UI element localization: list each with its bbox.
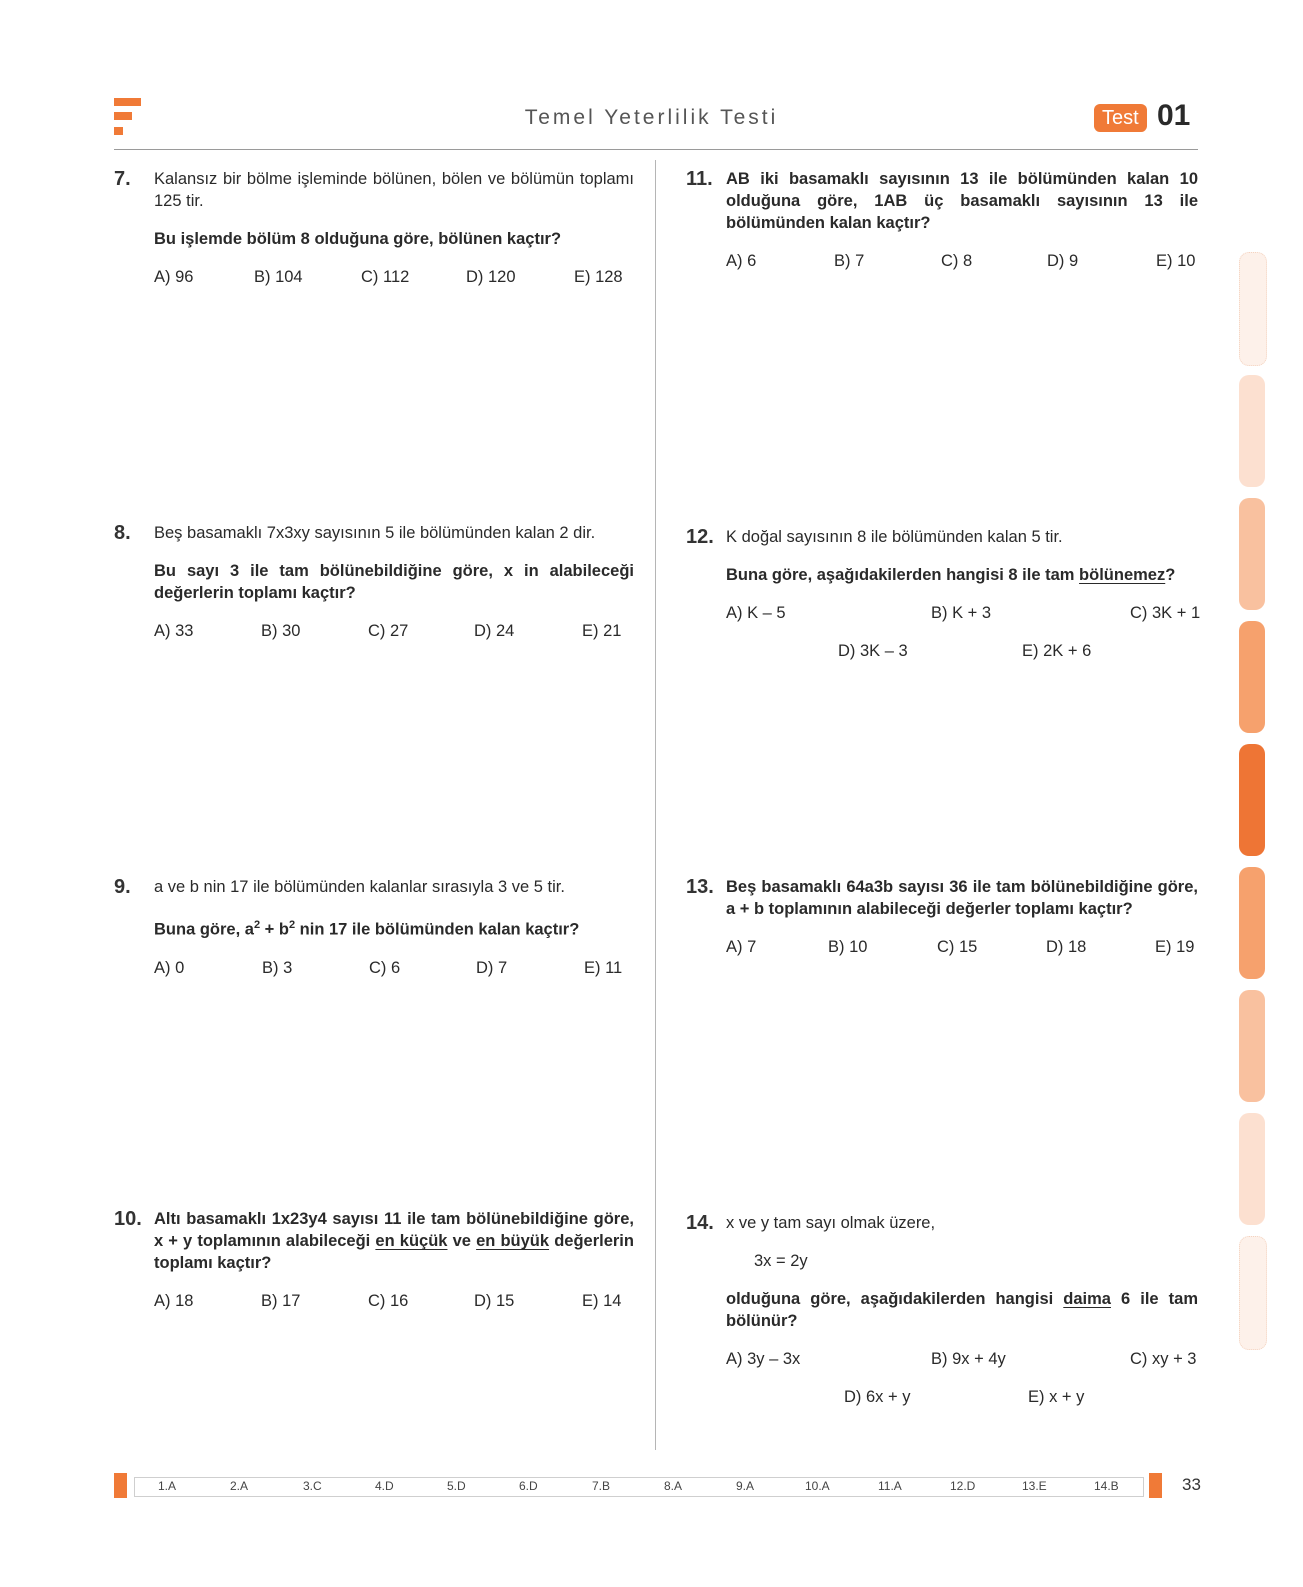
option-c[interactable]: C) xy + 3 xyxy=(1130,1350,1197,1368)
option-b[interactable]: B) 7 xyxy=(834,252,865,270)
question-prompt: Altı basamaklı 1x23y4 sayısı 11 ile tam bölünebildiğine göre, x + y toplamının alabileceği en küçük ve en büyük değerlerin toplamı kaçtır? xyxy=(154,1210,634,1272)
answer-key-item: 5.D xyxy=(447,1479,466,1493)
question-prompt: Bu sayı 3 ile tam bölünebildiğine göre, x in alabileceği değerlerin toplamı kaçtır? xyxy=(154,562,634,602)
option-c[interactable]: C) 15 xyxy=(937,938,978,956)
answer-key-item: 10.A xyxy=(805,1479,830,1493)
answer-key-item: 14.B xyxy=(1094,1479,1119,1493)
option-c[interactable]: C) 8 xyxy=(941,252,973,270)
option-d[interactable]: D) 9 xyxy=(1047,252,1079,270)
answer-key-box xyxy=(134,1477,1144,1497)
side-tab-8 xyxy=(1239,1113,1265,1225)
header-title: Temel Yeterlilik Testi xyxy=(524,106,779,129)
answer-key-item: 8.A xyxy=(664,1479,683,1493)
option-b[interactable]: B) 9x + 4y xyxy=(931,1350,1006,1368)
option-b[interactable]: B) 104 xyxy=(254,268,303,286)
option-a[interactable]: A) 7 xyxy=(726,938,757,956)
question-number: 8. xyxy=(114,522,131,544)
option-d[interactable]: D) 6x + y xyxy=(844,1388,911,1406)
option-e[interactable]: E) 19 xyxy=(1155,938,1195,956)
answer-key-item: 1.A xyxy=(158,1479,177,1493)
question-number: 10. xyxy=(114,1208,142,1230)
answer-key-item: 7.B xyxy=(592,1479,611,1493)
answer-key-item: 13.E xyxy=(1022,1479,1047,1493)
question-number: 7. xyxy=(114,168,131,190)
option-c[interactable]: C) 27 xyxy=(368,622,409,640)
option-c[interactable]: C) 3K + 1 xyxy=(1130,604,1201,622)
column-divider xyxy=(655,160,656,1450)
question-stem: Kalansız bir bölme işleminde bölünen, bölen ve bölümün toplamı 125 tir. xyxy=(154,170,634,210)
answer-key-item: 2.A xyxy=(230,1479,249,1493)
answer-options xyxy=(154,266,634,288)
question-prompt: Beş basamaklı 64a3b sayısı 36 ile tam bölünebildiğine göre, a + b toplamının alabileceği değerler toplamı kaçtır? xyxy=(726,878,1198,918)
answer-key-item: 12.D xyxy=(950,1479,976,1493)
answer-key-item: 4.D xyxy=(375,1479,394,1493)
side-tab-6 xyxy=(1239,867,1265,979)
side-tab-3 xyxy=(1239,498,1265,610)
question-number: 13. xyxy=(686,876,714,898)
option-b[interactable]: B) 17 xyxy=(261,1292,301,1310)
side-tab-5 xyxy=(1239,744,1265,856)
question-prompt: olduğuna göre, aşağıdakilerden hangisi daima 6 ile tam bölünür? xyxy=(726,1290,1198,1330)
option-a[interactable]: A) K – 5 xyxy=(726,604,786,622)
answer-options xyxy=(154,957,634,979)
option-e[interactable]: E) 10 xyxy=(1156,252,1196,270)
answer-key-marker-left xyxy=(114,1473,127,1498)
option-b[interactable]: B) K + 3 xyxy=(931,604,992,622)
option-e[interactable]: E) 11 xyxy=(584,958,623,977)
equation: 3x = 2y xyxy=(754,1252,808,1270)
question-stem: K doğal sayısının 8 ile bölümünden kalan 5 tir. xyxy=(726,528,1063,546)
side-tab-1 xyxy=(1239,252,1267,366)
question-stem: x ve y tam sayı olmak üzere, xyxy=(726,1214,936,1232)
option-d[interactable]: D) 3K – 3 xyxy=(838,642,908,660)
answer-options xyxy=(726,602,1201,662)
option-c[interactable]: C) 16 xyxy=(368,1292,409,1310)
question-number: 11. xyxy=(686,168,713,190)
answer-key-item: 3.C xyxy=(303,1479,322,1493)
option-d[interactable]: D) 7 xyxy=(476,958,508,977)
option-c[interactable]: C) 112 xyxy=(361,268,410,286)
answer-key-marker-right xyxy=(1149,1473,1162,1498)
option-d[interactable]: D) 15 xyxy=(474,1292,515,1310)
answer-options xyxy=(726,1348,1198,1408)
header-divider xyxy=(114,149,1198,150)
option-d[interactable]: D) 120 xyxy=(466,268,516,286)
option-e[interactable]: E) x + y xyxy=(1028,1388,1085,1406)
answer-key-item: 9.A xyxy=(736,1479,755,1493)
question-prompt: AB iki basamaklı sayısının 13 ile bölümünden kalan 10 olduğuna göre, 1AB üç basamaklı sayısının 13 ile bölümünden kalan kaçtır? xyxy=(726,170,1198,232)
option-a[interactable]: A) 0 xyxy=(154,958,185,977)
test-badge: Test xyxy=(1094,104,1147,132)
answer-options xyxy=(726,936,1198,958)
answer-key-item: 11.A xyxy=(878,1479,902,1493)
option-a[interactable]: A) 18 xyxy=(154,1292,194,1310)
option-e[interactable]: E) 14 xyxy=(582,1292,622,1310)
question-number: 14. xyxy=(686,1212,714,1234)
option-b[interactable]: B) 10 xyxy=(828,938,868,956)
test-number: 01 xyxy=(1157,99,1191,132)
option-b[interactable]: B) 3 xyxy=(262,958,293,977)
answer-options xyxy=(154,620,634,642)
option-d[interactable]: D) 24 xyxy=(474,622,515,640)
option-e[interactable]: E) 21 xyxy=(582,622,622,640)
page-number: 33 xyxy=(1182,1475,1201,1494)
side-tab-9 xyxy=(1239,1236,1267,1350)
question-number: 12. xyxy=(686,526,714,548)
side-tab-7 xyxy=(1239,990,1265,1102)
answer-options xyxy=(154,1290,634,1312)
side-tab-2 xyxy=(1239,375,1265,487)
option-a[interactable]: A) 33 xyxy=(154,622,194,640)
question-number: 9. xyxy=(114,876,131,898)
option-a[interactable]: A) 6 xyxy=(726,252,757,270)
side-tab-4 xyxy=(1239,621,1265,733)
option-e[interactable]: E) 128 xyxy=(574,268,623,286)
question-prompt: Buna göre, $a^2 + b^2$ nin 17 ile bölümünden kalan kaçtır? xyxy=(154,919,580,939)
question-prompt: Bu işlemde bölüm 8 olduğuna göre, bölünen kaçtır? xyxy=(154,230,562,248)
option-b[interactable]: B) 30 xyxy=(261,622,301,640)
question-prompt: Buna göre, aşağıdakilerden hangisi 8 ile tam bölünemez? xyxy=(726,566,1176,584)
option-c[interactable]: C) 6 xyxy=(369,958,401,977)
option-a[interactable]: A) 3y – 3x xyxy=(726,1350,801,1368)
question-stem: Beş basamaklı 7x3xy sayısının 5 ile bölümünden kalan 2 dir. xyxy=(154,524,596,542)
answer-options xyxy=(726,250,1198,272)
option-d[interactable]: D) 18 xyxy=(1046,938,1087,956)
option-a[interactable]: A) 96 xyxy=(154,268,194,286)
answer-key-item: 6.D xyxy=(519,1479,538,1493)
question-stem: a ve b nin 17 ile bölümünden kalanlar sırasıyla 3 ve 5 tir. xyxy=(154,878,565,896)
option-e[interactable]: E) 2K + 6 xyxy=(1022,642,1092,660)
